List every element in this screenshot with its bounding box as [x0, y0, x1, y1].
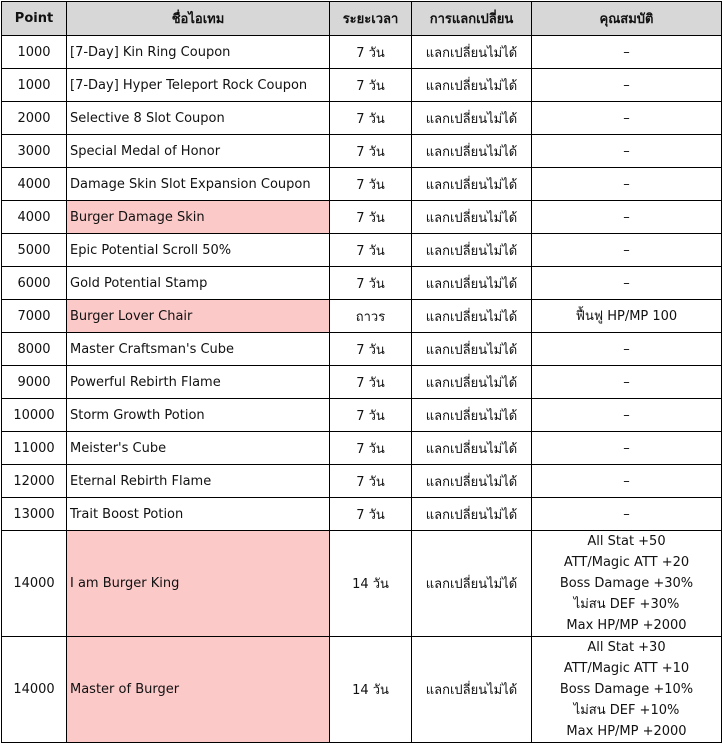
item-name-cell: Master Craftsman's Cube: [67, 333, 330, 366]
item-name-cell: Damage Skin Slot Expansion Coupon: [67, 168, 330, 201]
point-cell: 9000: [2, 366, 67, 399]
point-cell: 14000: [2, 531, 67, 637]
trade-cell: แลกเปลี่ยนไม่ได้: [412, 135, 532, 168]
point-cell: 1000: [2, 36, 67, 69]
table-row: [2, 498, 722, 531]
trade-cell: แลกเปลี่ยนไม่ได้: [412, 531, 532, 637]
stats-cell: [532, 333, 722, 366]
stat-line: –: [623, 44, 630, 60]
header-row: [2, 2, 722, 36]
table-row: [2, 234, 722, 267]
stat-line: Boss Damage +30%: [559, 576, 694, 591]
trade-cell: แลกเปลี่ยนไม่ได้: [412, 498, 532, 531]
stats-cell: [532, 267, 722, 300]
duration-cell: 7 วัน: [330, 168, 412, 201]
stat-line: –: [623, 242, 630, 258]
stat-line: ATT/Magic ATT +10: [563, 661, 690, 676]
stat-line: –: [623, 341, 630, 357]
item-name-cell: Burger Damage Skin: [67, 201, 330, 234]
table-row: [2, 267, 722, 300]
trade-cell: แลกเปลี่ยนไม่ได้: [412, 366, 532, 399]
point-cell: 5000: [2, 234, 67, 267]
duration-cell: 7 วัน: [330, 201, 412, 234]
stat-line: –: [623, 110, 630, 126]
point-cell: 8000: [2, 333, 67, 366]
trade-cell: แลกเปลี่ยนไม่ได้: [412, 637, 532, 743]
stat-line: All Stat +30: [587, 640, 666, 655]
stats-cell: [532, 234, 722, 267]
stat-line: –: [623, 275, 630, 291]
duration-cell: 7 วัน: [330, 498, 412, 531]
trade-cell: แลกเปลี่ยนไม่ได้: [412, 465, 532, 498]
trade-cell: แลกเปลี่ยนไม่ได้: [412, 69, 532, 102]
stat-line: –: [623, 407, 630, 423]
point-cell: 2000: [2, 102, 67, 135]
point-cell: 7000: [2, 300, 67, 333]
point-cell: 3000: [2, 135, 67, 168]
trade-cell: แลกเปลี่ยนไม่ได้: [412, 300, 532, 333]
trade-cell: แลกเปลี่ยนไม่ได้: [412, 102, 532, 135]
table-body: [2, 36, 722, 743]
table-row: [2, 465, 722, 498]
table-row: [2, 366, 722, 399]
stats-cell: [532, 531, 722, 637]
header-stats: คุณสมบัติ: [532, 2, 722, 36]
stats-cell: [532, 366, 722, 399]
duration-cell: 7 วัน: [330, 366, 412, 399]
point-cell: 4000: [2, 168, 67, 201]
trade-cell: แลกเปลี่ยนไม่ได้: [412, 168, 532, 201]
stat-line: ไม่สน DEF +30%: [573, 597, 680, 612]
stats-cell: [532, 201, 722, 234]
table-row: [2, 69, 722, 102]
stats-cell: [532, 102, 722, 135]
header-point: Point: [2, 2, 67, 36]
duration-cell: 7 วัน: [330, 399, 412, 432]
item-name-cell: [7-Day] Hyper Teleport Rock Coupon: [67, 69, 330, 102]
item-name-cell: Selective 8 Slot Coupon: [67, 102, 330, 135]
point-cell: 14000: [2, 637, 67, 743]
stat-line: ไม่สน DEF +10%: [573, 703, 680, 718]
duration-cell: 14 วัน: [330, 637, 412, 743]
trade-cell: แลกเปลี่ยนไม่ได้: [412, 201, 532, 234]
stats-cell: [532, 36, 722, 69]
stats-cell: [532, 300, 722, 333]
duration-cell: 7 วัน: [330, 432, 412, 465]
stats-cell: [532, 465, 722, 498]
stats-cell: [532, 135, 722, 168]
duration-cell: 7 วัน: [330, 465, 412, 498]
item-name-cell: [7-Day] Kin Ring Coupon: [67, 36, 330, 69]
item-name-cell: I am Burger King: [67, 531, 330, 637]
table-row: [2, 333, 722, 366]
stats-cell: [532, 168, 722, 201]
stats-cell: [532, 637, 722, 743]
duration-cell: 7 วัน: [330, 36, 412, 69]
stat-line: –: [623, 506, 630, 522]
item-name-cell: Master of Burger: [67, 637, 330, 743]
table-row: [2, 432, 722, 465]
item-name-cell: Epic Potential Scroll 50%: [67, 234, 330, 267]
point-cell: 13000: [2, 498, 67, 531]
point-cell: 4000: [2, 201, 67, 234]
duration-cell: 7 วัน: [330, 69, 412, 102]
stat-line: –: [623, 143, 630, 159]
item-name-cell: Powerful Rebirth Flame: [67, 366, 330, 399]
table-row: [2, 201, 722, 234]
trade-cell: แลกเปลี่ยนไม่ได้: [412, 432, 532, 465]
table-row: [2, 637, 722, 743]
stat-line: Max HP/MP +2000: [566, 724, 687, 739]
stat-line: ATT/Magic ATT +20: [563, 555, 690, 570]
point-cell: 11000: [2, 432, 67, 465]
stat-line: –: [623, 77, 630, 93]
stat-line: –: [623, 473, 630, 489]
table-row: [2, 399, 722, 432]
duration-cell: 14 วัน: [330, 531, 412, 637]
stat-line: ฟื้นฟู HP/MP 100: [575, 308, 678, 324]
trade-cell: แลกเปลี่ยนไม่ได้: [412, 333, 532, 366]
point-cell: 10000: [2, 399, 67, 432]
duration-cell: 7 วัน: [330, 267, 412, 300]
item-name-cell: Gold Potential Stamp: [67, 267, 330, 300]
table-row: [2, 102, 722, 135]
table-row: [2, 36, 722, 69]
point-cell: 1000: [2, 69, 67, 102]
stat-line: –: [623, 440, 630, 456]
trade-cell: แลกเปลี่ยนไม่ได้: [412, 267, 532, 300]
duration-cell: 7 วัน: [330, 234, 412, 267]
point-cell: 6000: [2, 267, 67, 300]
stat-line: –: [623, 209, 630, 225]
duration-cell: ถาวร: [330, 300, 412, 333]
item-exchange-table: [1, 1, 722, 743]
stat-line: All Stat +50: [587, 534, 666, 549]
duration-cell: 7 วัน: [330, 333, 412, 366]
stats-cell: [532, 432, 722, 465]
point-cell: 12000: [2, 465, 67, 498]
table-row: [2, 531, 722, 637]
stats-cell: [532, 498, 722, 531]
stat-line: Max HP/MP +2000: [566, 618, 687, 633]
stat-line: –: [623, 176, 630, 192]
duration-cell: 7 วัน: [330, 135, 412, 168]
stats-cell: [532, 399, 722, 432]
trade-cell: แลกเปลี่ยนไม่ได้: [412, 399, 532, 432]
item-name-cell: Meister's Cube: [67, 432, 330, 465]
table-row: [2, 168, 722, 201]
table-row: [2, 300, 722, 333]
trade-cell: แลกเปลี่ยนไม่ได้: [412, 234, 532, 267]
header-duration: ระยะเวลา: [330, 2, 412, 36]
header-trade: การแลกเปลี่ยน: [412, 2, 532, 36]
item-name-cell: Burger Lover Chair: [67, 300, 330, 333]
item-name-cell: Trait Boost Potion: [67, 498, 330, 531]
stats-cell: [532, 69, 722, 102]
item-name-cell: Special Medal of Honor: [67, 135, 330, 168]
item-name-cell: Eternal Rebirth Flame: [67, 465, 330, 498]
table-row: [2, 135, 722, 168]
item-name-cell: Storm Growth Potion: [67, 399, 330, 432]
duration-cell: 7 วัน: [330, 102, 412, 135]
stat-line: Boss Damage +10%: [559, 682, 694, 697]
stat-line: –: [623, 374, 630, 390]
trade-cell: แลกเปลี่ยนไม่ได้: [412, 36, 532, 69]
header-item-name: ชื่อไอเทม: [67, 2, 330, 36]
